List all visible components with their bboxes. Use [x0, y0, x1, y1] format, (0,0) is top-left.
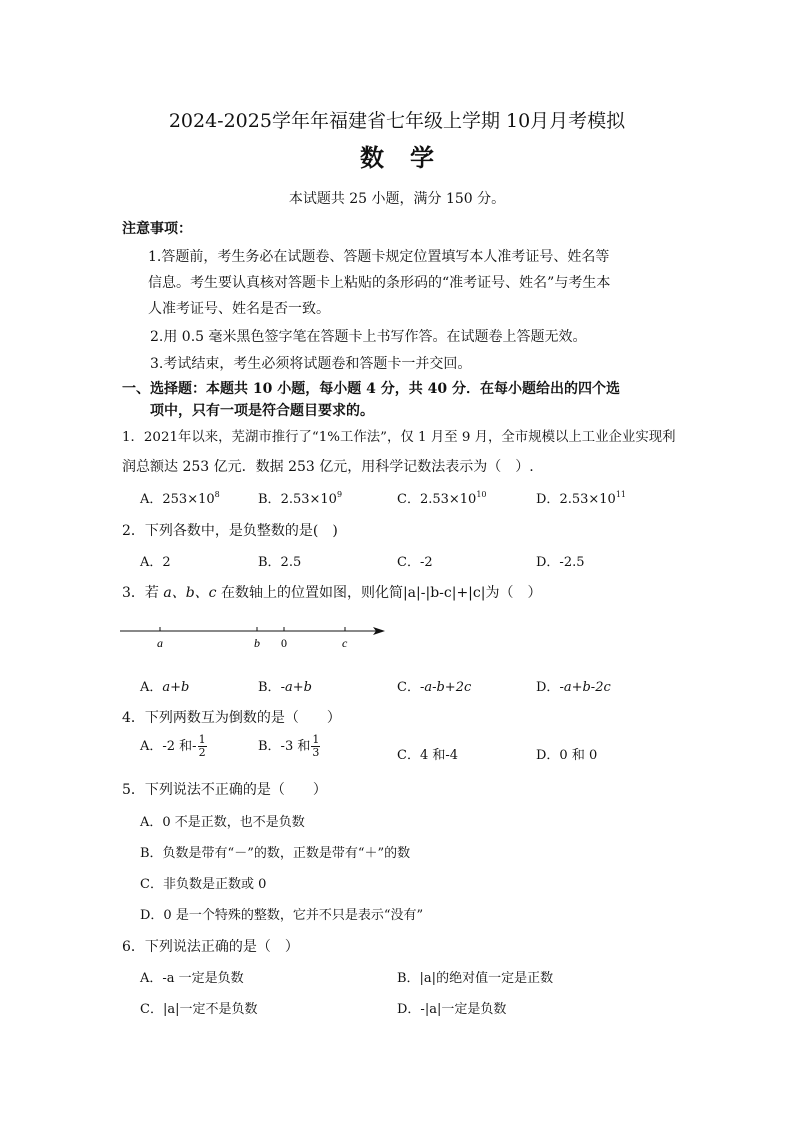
q2-option-b: B．2.5 [258, 555, 302, 570]
notice-item1-line3: 人准考证号、姓名是否一致。 [148, 301, 330, 317]
q1-option-d [536, 488, 626, 507]
q1-option-b-label: B． [258, 492, 281, 507]
q2-option-d: D．-2.5 [536, 555, 585, 570]
notice-heading: 注意事项： [122, 221, 192, 237]
q3-option-b-value: -a+b [280, 680, 312, 695]
q6-stem: 6．下列说法正确的是（ ） [122, 939, 299, 955]
q4-option-a-denominator: 2 [198, 746, 206, 759]
exam-title: 2024-2025学年年福建省七年级上学期 10月月考模拟 [168, 110, 626, 132]
section1-heading-line1: 一、选择题：本题共 10 小题，每小题 4 分，共 40 分．在每小题给出的四个选 [122, 381, 620, 397]
q4-option-b-text: B．-3 和 [258, 739, 311, 754]
q1-stem-line2: 润总额达 253 亿元．数据 253 亿元，用科学记数法表示为（ ）. [122, 459, 534, 475]
q3-stem-vars: a、b、c [163, 585, 217, 601]
notice-item3: 3.考试结束，考生必须将试题卷和答题卡一并交回。 [150, 356, 472, 372]
q3-option-d [536, 676, 611, 695]
q4-option-d: D．0 和 0 [536, 748, 598, 763]
q6-option-d: D．-|a|一定是负数 [397, 1002, 507, 1017]
q1-option-c-label: C． [397, 492, 420, 507]
q5-stem: 5．下列说法不正确的是（ ） [122, 782, 327, 798]
q1-option-b-exp: 9 [336, 490, 343, 499]
notice-item2: 2.用 0.5 毫米黑色签字笔在答题卡上书写作答。在试题卷上答题无效。 [150, 329, 587, 345]
q3-option-c-label: C． [397, 680, 420, 695]
q3-option-c-value: -a-b+2c [419, 680, 472, 695]
q1-option-b-base: 2.53×10 [280, 492, 337, 507]
q3-option-d-value: -a+b-2c [559, 680, 611, 695]
q1-option-b [258, 488, 342, 507]
q3-option-a-value: a+b [162, 680, 190, 695]
q4-option-b-denominator: 3 [312, 746, 320, 759]
q5-option-d: D．0 是一个特殊的整数，它并不只是表示“没有” [140, 908, 424, 923]
q4-option-a [140, 734, 207, 759]
q4-option-c: C．4 和-4 [397, 748, 459, 763]
label-zero: 0 [281, 636, 287, 650]
q4-option-a-fraction [198, 734, 207, 759]
q3-option-c [397, 676, 471, 695]
q5-option-c: C．非负数是正数或 0 [140, 877, 267, 892]
q4-option-b-numerator: 1 [312, 733, 320, 746]
q1-option-c [397, 488, 487, 507]
q5-option-a: A．0 不是正数，也不是负数 [140, 815, 305, 830]
q3-stem-pre: 3．若 [122, 585, 164, 601]
q4-option-b-fraction [311, 734, 320, 759]
label-b: b [254, 636, 260, 650]
q3-option-d-label: D． [536, 680, 560, 695]
number-line-figure [115, 618, 395, 654]
q1-option-d-base: 2.53×10 [559, 492, 616, 507]
q1-option-a-exp: 8 [214, 490, 220, 499]
label-c: c [342, 636, 348, 650]
q4-option-b [258, 734, 320, 759]
notice-item1-line1: 1.答题前，考生务必在试题卷、答题卡规定位置填写本人准考证号、姓名等 [148, 249, 610, 265]
q5-option-b: B．负数是带有“－”的数，正数是带有“＋”的数 [140, 846, 411, 861]
q1-option-a [140, 488, 220, 507]
q6-option-b: B．|a|的绝对值一定是正数 [397, 971, 554, 986]
q3-option-b-label: B． [258, 680, 281, 695]
section1-heading-line2: 项中，只有一项是符合题目要求的。 [150, 403, 374, 419]
q4-option-a-numerator: 1 [198, 733, 206, 746]
exam-info: 本试题共 25 小题，满分 150 分。 [288, 191, 506, 207]
q1-option-d-exp: 11 [615, 490, 627, 499]
subject-title: 数学 [360, 143, 460, 172]
q1-option-a-label: A． [140, 492, 163, 507]
q1-option-a-base: 253×10 [162, 492, 215, 507]
q6-option-a: A．-a 一定是负数 [140, 971, 244, 986]
q2-stem: 2．下列各数中，是负整数的是( ) [122, 523, 338, 539]
q1-option-c-exp: 10 [476, 490, 487, 499]
q1-option-c-base: 2.53×10 [419, 492, 477, 507]
q1-option-d-label: D． [536, 492, 560, 507]
q3-option-a [140, 676, 189, 695]
q3-stem [122, 582, 541, 602]
q1-stem-line1: 1．2021年以来，芜湖市推行了“1%工作法”，仅 1 月至 9 月，全市规模以上工业企业实现利 [122, 430, 676, 445]
q3-option-a-label: A． [140, 680, 163, 695]
notice-item1-line2: 信息。考生要认真核对答题卡上粘贴的条形码的“准考证号、姓名”与考生本 [148, 275, 611, 291]
q4-stem: 4．下列两数互为倒数的是（ ） [122, 710, 341, 726]
q3-option-b [258, 676, 312, 695]
q3-stem-post: 在数轴上的位置如图，则化简|a|-|b-c|+|c|为（ ） [216, 585, 542, 601]
q2-option-c: C．-2 [397, 555, 433, 570]
q4-option-a-text: A．-2 和- [140, 739, 197, 754]
q2-option-a: A．2 [140, 555, 171, 570]
label-a: a [157, 636, 163, 650]
q6-option-c: C．|a|一定不是负数 [140, 1002, 258, 1017]
